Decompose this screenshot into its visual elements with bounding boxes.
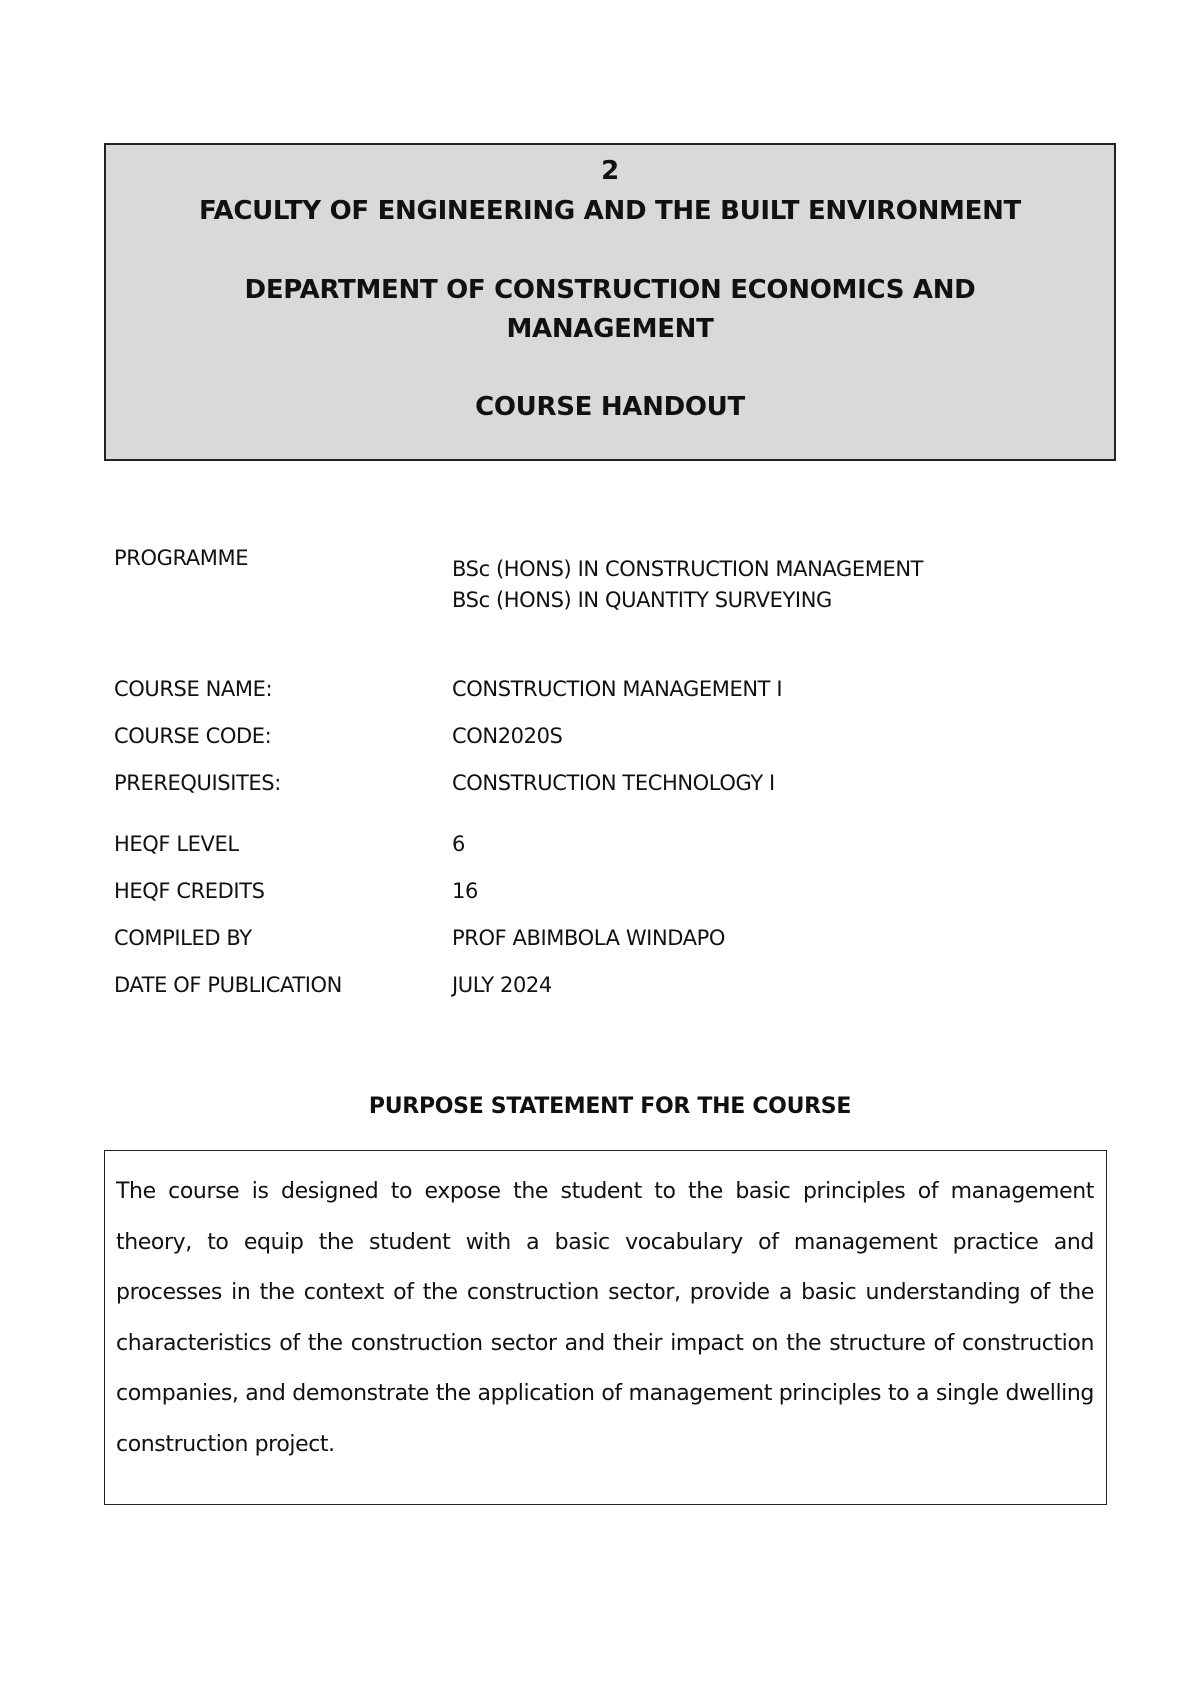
programme-value-2: BSc (HONS) IN QUANTITY SURVEYING — [452, 588, 832, 612]
programme-label: PROGRAMME — [114, 546, 249, 570]
header-box — [104, 143, 1116, 461]
faculty-title: FACULTY OF ENGINEERING AND THE BUILT ENVIRONMENT — [199, 196, 1021, 226]
date-of-publication-value: JULY 2024 — [452, 973, 552, 997]
heqf-level-value: 6 — [452, 832, 465, 856]
programme-value-1: BSc (HONS) IN CONSTRUCTION MANAGEMENT — [452, 557, 924, 581]
purpose-heading: PURPOSE STATEMENT FOR THE COURSE — [368, 1094, 852, 1119]
department-title-line2: MANAGEMENT — [506, 314, 714, 344]
course-name-label: COURSE NAME: — [114, 677, 273, 701]
page-number: 2 — [601, 156, 619, 186]
compiled-by-label: COMPILED BY — [114, 926, 252, 950]
department-title-line1: DEPARTMENT OF CONSTRUCTION ECONOMICS AND — [244, 275, 976, 305]
heqf-level-label: HEQF LEVEL — [114, 832, 239, 856]
course-name-value: CONSTRUCTION MANAGEMENT I — [452, 677, 783, 701]
purpose-text: The course is designed to expose the student to the basic principles of management theory, to equip the student with a basic vocabulary of management practice and processes in the context of the construction sector, provide a basic understanding of the characteristics of the construction sector and their impact on the structure of construction companies, and demonstrate the application of management principles to a single dwelling construction project. — [116, 1179, 1094, 1457]
purpose-box — [104, 1150, 1107, 1505]
date-of-publication-label: DATE OF PUBLICATION — [114, 973, 342, 997]
heqf-credits-label: HEQF CREDITS — [114, 879, 265, 903]
prerequisites-label: PREREQUISITES: — [114, 771, 281, 795]
compiled-by-value: PROF ABIMBOLA WINDAPO — [452, 926, 726, 950]
document-type-title: COURSE HANDOUT — [475, 392, 745, 422]
heqf-credits-value: 16 — [452, 879, 478, 903]
course-code-value: CON2020S — [452, 724, 563, 748]
prerequisites-value: CONSTRUCTION TECHNOLOGY I — [452, 771, 775, 795]
course-code-label: COURSE CODE: — [114, 724, 272, 748]
